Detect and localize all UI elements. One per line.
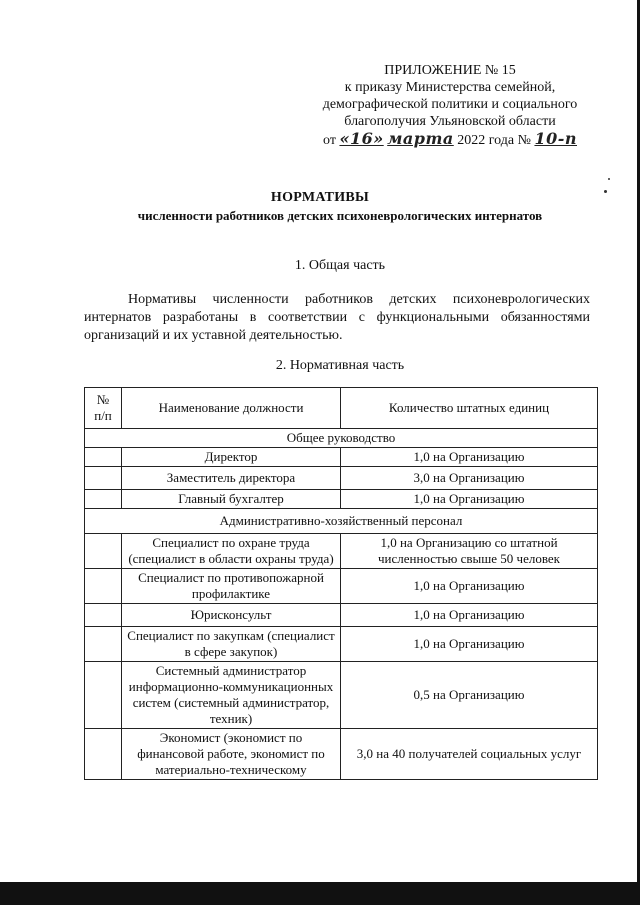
table-row [85,467,598,490]
document-title: НОРМАТИВЫ [270,190,370,205]
row-units: 3,0 на Организацию [341,467,598,490]
row-units: 0,5 на Организацию [341,662,598,729]
row-position: Главный бухгалтер [122,490,341,509]
ministry-name-line: демографической политики и социального [322,97,578,112]
scan-edge-bottom [0,882,640,905]
row-number [85,627,122,662]
handwritten-day: «16» [339,129,384,148]
col-header-number-line1: № [96,392,110,407]
order-date-line [300,130,600,149]
row-units: 3,0 на 40 получателей социальных услуг [341,729,598,780]
order-reference-line: к приказу Министерства семейной, [344,80,556,95]
row-number [85,662,122,729]
table-row [85,627,598,662]
col-header-units: Количество штатных единиц [341,388,598,429]
row-number [85,534,122,569]
intro-paragraph: Нормативы численности работников детских психоневрологических интернатов разработаны в соответствии с функциональными обязанностями организаций и их уставной деятельностью. [84,292,590,343]
row-position: Экономист (экономист по финансовой работе, экономист по материально-техническому [122,729,341,780]
row-units: 1,0 на Организацию [341,627,598,662]
row-position: Директор [122,448,341,467]
table-header-row [85,388,598,429]
row-position: Специалист по противопожарной профилактике [122,569,341,604]
date-prefix: от [323,133,336,148]
table-row [85,569,598,604]
region-line: благополучия Ульяновской области [344,114,556,129]
handwritten-order-number: 10-п [534,129,577,148]
row-units: 1,0 на Организацию со штатной численностью свыше 50 человек [341,534,598,569]
group-label: Административно-хозяйственный персонал [85,509,598,534]
row-number [85,569,122,604]
table-row [85,490,598,509]
scan-speck [604,190,607,193]
row-position: Специалист по охране труда (специалист в области охраны труда) [122,534,341,569]
appendix-number: ПРИЛОЖЕНИЕ № 15 [384,63,516,78]
appendix-header [300,62,600,149]
table-row [85,729,598,780]
row-number [85,604,122,627]
row-number [85,467,122,490]
row-number [85,490,122,509]
group-row-management [85,429,598,448]
row-units: 1,0 на Организацию [341,448,598,467]
row-position: Юрисконсульт [122,604,341,627]
section-normative-heading: 2. Нормативная часть [275,358,405,373]
row-position: Заместитель директора [122,467,341,490]
handwritten-month: марта [387,129,454,148]
col-header-position: Наименование должности [122,388,341,429]
row-number [85,448,122,467]
row-position: Системный администратор информационно-коммуникационных систем (системный администратор, техник) [122,662,341,729]
scan-speck [608,178,610,180]
col-header-number-line2: п/п [94,408,112,423]
document-subtitle: численности работников детских психоневрологических интернатов [137,208,543,223]
row-units: 1,0 на Организацию [341,490,598,509]
row-number [85,729,122,780]
row-units: 1,0 на Организацию [341,569,598,604]
row-units: 1,0 на Организацию [341,604,598,627]
group-label: Общее руководство [85,429,598,448]
norms-table [84,387,598,780]
table-row [85,662,598,729]
section-general-heading: 1. Общая часть [294,258,386,273]
table-row [85,448,598,467]
table-row [85,604,598,627]
row-position: Специалист по закупкам (специалист в сфере закупок) [122,627,341,662]
col-header-number [85,388,122,429]
table-row [85,534,598,569]
group-row-administrative [85,509,598,534]
date-year: 2022 года № [457,133,531,148]
